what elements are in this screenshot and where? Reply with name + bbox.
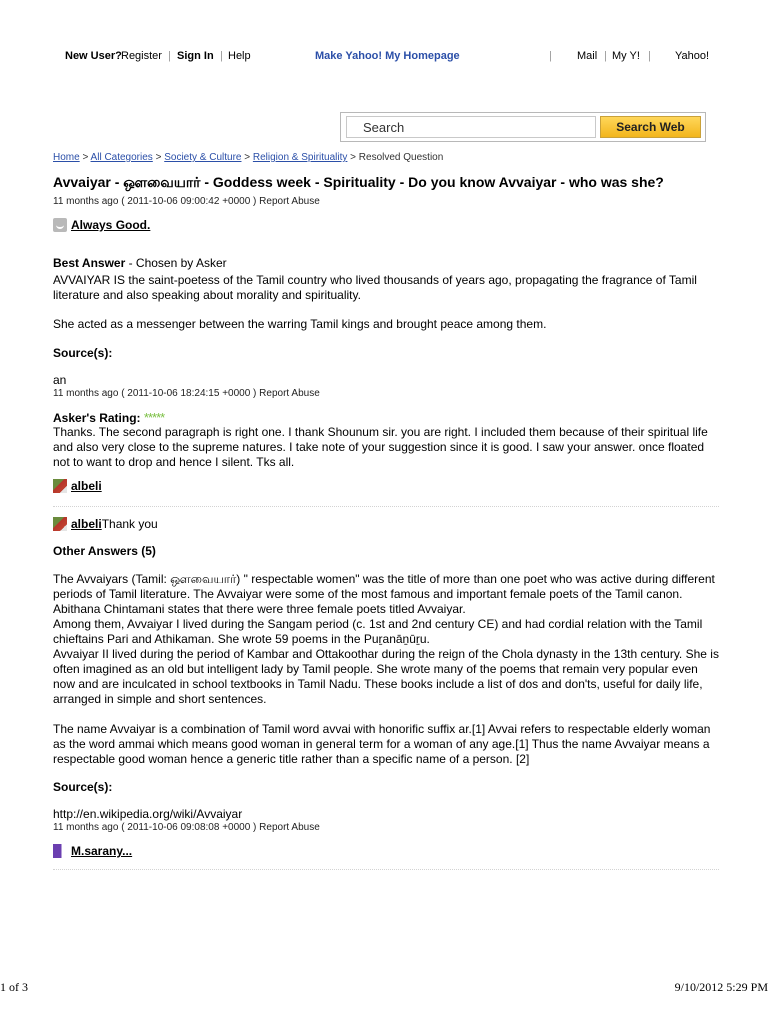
other-answer-paragraph: Avvaiyar II lived during the period of Kambar and Ottakoothar during the reign of the Chola dynasty in the 13th century. She is often imagined as an old but intelligent lady by Tamil people. She wrote many of the poems that remain very popular even now and are inculcated in school textbooks in Tamil Nadu. These books include a list of dos and don'ts, useful for daily life, arranged in simple and short sentences. — [53, 647, 719, 706]
main-content — [53, 152, 719, 870]
mail-link[interactable]: Mail — [577, 50, 598, 62]
answerer-name: albeli — [71, 479, 102, 493]
best-answer-source: an — [53, 373, 67, 387]
question-meta: 11 months ago ( 2011-10-06 09:00:42 +0000 ) Report Abuse — [53, 196, 320, 207]
make-homepage-link[interactable]: Make Yahoo! My Homepage — [315, 50, 460, 62]
question-title: Avvaiyar - ஔவையார் - Goddess week - Spirituality - Do you know Avvaiyar - who was she? — [53, 174, 664, 190]
breadcrumb-separator: > — [155, 152, 162, 163]
search-bar — [340, 112, 706, 142]
yahoo-link[interactable]: Yahoo! — [675, 50, 710, 62]
breadcrumb-current: Resolved Question — [358, 152, 444, 163]
nav-separator: | — [220, 50, 223, 62]
search-web-button[interactable]: Search Web — [600, 116, 701, 138]
other-answer-avatar-icon — [53, 844, 67, 858]
rating-stars-icon: ***** — [143, 410, 165, 425]
breadcrumb-society-culture[interactable]: Society & Culture — [164, 152, 242, 163]
breadcrumb-all-categories[interactable]: All Categories — [90, 152, 153, 163]
page-count: 1 of 3 — [0, 980, 28, 994]
breadcrumb-separator: > — [350, 152, 357, 163]
my-yahoo-link[interactable]: My Y! — [612, 50, 640, 62]
divider — [53, 506, 719, 507]
sign-in-link[interactable]: Sign In — [177, 50, 214, 62]
other-answer-paragraph: The Avvaiyars (Tamil: ஔவையார்) " respectable women" was the title of more than one poet who was active during different periods of Tamil literature. The Avvaiyar were some of the most famous and important female poets of the Tamil canon. Abithana Chintamani states that there were three female poets titled Avvaiyar. — [53, 572, 715, 616]
print-datetime: 9/10/2012 5:29 PM — [674, 980, 768, 994]
divider — [53, 869, 719, 870]
new-user-label: New User? — [65, 50, 122, 62]
other-answer-user-name: M.sarany... — [71, 844, 133, 858]
breadcrumb-separator: > — [244, 152, 251, 163]
asker-rating — [53, 410, 719, 425]
reply-user-link[interactable]: albeli — [71, 517, 102, 531]
best-answer-heading: Best Answer - Chosen by Asker — [53, 256, 227, 270]
nav-separator: | — [604, 50, 607, 62]
breadcrumb — [53, 152, 719, 163]
top-navigation — [65, 50, 708, 64]
register-link[interactable]: Register — [121, 50, 162, 62]
sources-heading: Source(s): — [53, 346, 113, 360]
asker-rating-label: Asker's Rating: — [53, 411, 141, 425]
asker-name: Always Good. — [71, 218, 151, 232]
asker-rating-comment: Thanks. The second paragraph is right one. I thank Shounum sir. you are right. I included them because of their spiritual life and also very close to the supreme natures. I take note of your suggestion since it is good. I saw your answer. once floated not to want to drop and hence I silent. Tks all. — [53, 425, 708, 469]
reply-text: Thank you — [101, 517, 158, 531]
best-answer-paragraph: AVVAIYAR IS the saint-poetess of the Tamil country who lived thousands of years ago, propagating the fragrance of Tamil literature and also speaking about morality and spirituality. — [53, 273, 697, 302]
reply-comment — [53, 517, 719, 531]
nav-separator: | — [168, 50, 171, 62]
other-answer-meta: 11 months ago ( 2011-10-06 09:08:08 +0000 ) Report Abuse — [53, 822, 320, 833]
search-input[interactable] — [346, 116, 596, 138]
other-answer-user[interactable] — [53, 844, 719, 858]
best-answer-paragraph: She acted as a messenger between the warring Tamil kings and brought peace among them. — [53, 317, 547, 331]
breadcrumb-home[interactable]: Home — [53, 152, 80, 163]
nav-separator: | — [648, 50, 651, 62]
other-answer-source-link[interactable]: http://en.wikipedia.org/wiki/Avvaiyar — [53, 807, 243, 821]
sources-heading: Source(s): — [53, 780, 113, 794]
nav-separator: | — [549, 50, 552, 62]
print-footer — [0, 980, 768, 994]
breadcrumb-separator: > — [82, 152, 89, 163]
help-link[interactable]: Help — [228, 50, 251, 62]
asker-user[interactable] — [53, 218, 719, 232]
other-answer-paragraph: The name Avvaiyar is a combination of Tamil word avvai with honorific suffix ar.[1] Avvai refers to respectable elderly woman as the word ammai which means good woman in general term for a woman of any age.[1] Thus the name Avvaiyar means a respectable good woman hence a generic title rather than a specific name of a person. [2] — [53, 722, 711, 766]
breadcrumb-religion-spirituality[interactable]: Religion & Spirituality — [252, 152, 348, 163]
reply-avatar-icon — [53, 517, 67, 531]
answerer-user[interactable] — [53, 479, 719, 493]
asker-avatar-icon — [53, 218, 67, 232]
answerer-avatar-icon — [53, 479, 67, 493]
other-answer-paragraph: Among them, Avvaiyar I lived during the Sangam period (c. 1st and 2nd century CE) and had cordial relation with the Tamil chieftains Pari and Athikaman. She wrote 59 poems in the Puṟanāṉūṟu. — [53, 617, 703, 646]
best-answer-meta: 11 months ago ( 2011-10-06 18:24:15 +0000 ) Report Abuse — [53, 388, 320, 399]
other-answers-heading: Other Answers (5) — [53, 544, 156, 558]
